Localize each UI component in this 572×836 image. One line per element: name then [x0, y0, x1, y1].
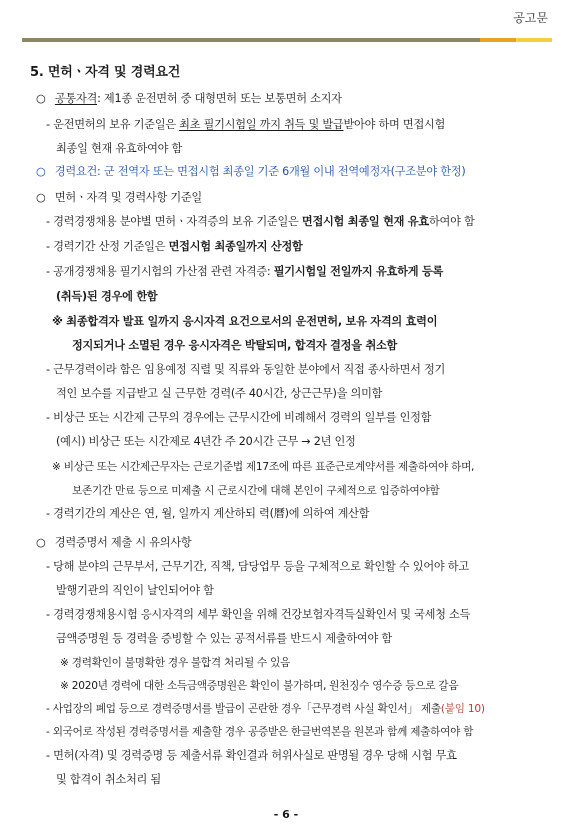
note-part-time-contract: ※ 비상근 또는 시간제근무자는 근로기준법 제17조에 따른 표준근로계약서를 제출하여야 하며,: [52, 461, 475, 473]
note-final-pass-cont: 정지되거나 소멸된 경우 응시자격은 박탈되며, 합격자 결정을 취소함: [72, 339, 398, 352]
header-rule-orange: [480, 38, 516, 42]
header-rule-olive: [22, 38, 480, 42]
note-final-pass: ※ 최종합격자 발표 일까지 응시자격 요건으로서의 운전면허, 보유 자격의 효력이: [52, 315, 438, 328]
license-basis-underlined: 최초 필기시험일 까지 취득 및 발급: [179, 118, 344, 131]
bullet-certificate-notes: [36, 535, 191, 551]
item-bold: 면접시험 최종일까지 산정함: [168, 240, 303, 253]
bullet-career-requirement: [36, 164, 465, 180]
bullet-marker: ○: [36, 191, 46, 204]
note-unclear-career: ※ 경력확인이 불명확한 경우 불합격 처리될 수 있음: [60, 657, 291, 669]
bullet-common-qualification: [36, 91, 342, 107]
item-work-experience: - 근무경력이라 함은 임용예정 직렬 및 직류와 동일한 분야에서 직접 종사하면서 정기: [46, 363, 446, 376]
bullet-marker: ○: [36, 536, 46, 549]
item-false-documents: - 면허(자격) 및 경력증명 등 제출서류 확인결과 허위사실로 판명될 경우 당해 시험 무효: [46, 749, 457, 762]
item-bold: 면접시험 최종일 현재 유효: [301, 215, 429, 228]
certificate-notes-title: 경력증명서 제출 시 유의사항: [54, 536, 192, 549]
item-official-docs: - 경력경쟁채용시험 응시자격의 세부 확인을 위해 건강보험자격득실확인서 및 국세청 소득: [46, 608, 471, 621]
item-cert-details-cont: 발행기관의 직인이 날인되어야 함: [56, 584, 214, 597]
item-part-time: - 비상근 또는 시간제 근무의 경우에는 근무시간에 비례해서 경력의 일부를 인정함: [46, 411, 432, 424]
common-qualification-label: 공통자격: [54, 92, 98, 105]
basis-dates-title: 면허ㆍ자격 및 경력사항 기준일: [54, 191, 202, 204]
item-text: - 사업장의 폐업 등으로 경력증명서를 발급이 곤란한 경우「근무경력 사실 확인서」 제출: [46, 703, 441, 715]
item-text: - 경력기간 산정 기준일은: [46, 240, 169, 253]
license-basis-cont: 최종일 현재 유효하여야 함: [56, 142, 183, 155]
item-work-experience-cont: 적인 보수를 지급받고 실 근무한 경력(주 40시간, 상근근무)을 의미함: [56, 387, 383, 400]
item-career-basis: [46, 239, 303, 255]
note-2020-income: ※ 2020년 경력에 대한 소득금액증명원은 확인이 불가하며, 원천징수 영수증 등으로 갈음: [60, 680, 459, 692]
item-period-calc: - 경력기간의 계산은 연, 월, 일까지 계산하되 력(曆)에 의하여 계산함: [46, 507, 370, 520]
header-rule-yellow: [516, 38, 552, 42]
header-tag: 공고문: [513, 11, 548, 25]
license-basis-pre: - 운전면허의 보유 기준일은: [46, 118, 180, 131]
career-requirement-text: 경력요건: 군 전역자 또는 면접시험 최종일 기준 6개월 이내 전역예정자(구조분야 한정): [54, 165, 466, 178]
note-part-time-contract-cont: 보존기간 만료 등으로 미제출 시 근로시간에 대해 본인이 구체적으로 입증하여야함: [72, 485, 440, 497]
item-business-closure: [46, 701, 485, 717]
item-text: - 경력경쟁채용 분야별 면허ㆍ자격증의 보유 기준일은: [46, 215, 302, 228]
bullet-marker: ○: [36, 92, 46, 105]
bullet-basis-dates: [36, 190, 202, 206]
license-basis-post: 받아야 하며 면접시험: [343, 118, 446, 131]
item-license-basis: [46, 214, 475, 230]
license-basis-line: [46, 117, 445, 133]
section-title: 5. 면허ㆍ자격 및 경력요건: [30, 65, 181, 80]
bullet-marker: ○: [36, 165, 46, 178]
item-bonus-cert-cont: (취득)된 경우에 한함: [56, 290, 158, 303]
item-bonus-cert: [46, 264, 443, 280]
item-foreign-language: - 외국어로 작성된 경력증명서를 제출할 경우 공증받은 한글번역본을 원본과 함께 제출하여야 함: [46, 726, 474, 738]
common-qualification-text: : 제1종 운전면허 중 대형면허 또는 보통면허 소지자: [97, 92, 342, 105]
item-false-documents-cont: 및 합격이 취소처리 됨: [56, 773, 161, 786]
header-rule: [22, 38, 552, 42]
item-official-docs-cont: 금액증명원 등 경력을 증빙할 수 있는 공적서류를 반드시 제출하여야 함: [56, 632, 392, 645]
page-number: - 6 -: [273, 808, 299, 821]
item-cert-details: - 당해 분야의 근무부서, 근무기간, 직책, 담당업무 등을 구체적으로 확인할 수 있어야 하고: [46, 560, 469, 573]
item-bold: 필기시험일 전일까지 유효하게 등록: [273, 265, 444, 278]
annex-reference: (붙임 10): [440, 703, 485, 715]
item-text: 하여야 함: [428, 215, 475, 228]
item-part-time-example: (예시) 비상근 또는 시간제로 4년간 주 20시간 근무 → 2년 인정: [56, 435, 356, 448]
item-text: - 공개경쟁채용 필기시험의 가산점 관련 자격증:: [46, 265, 274, 278]
